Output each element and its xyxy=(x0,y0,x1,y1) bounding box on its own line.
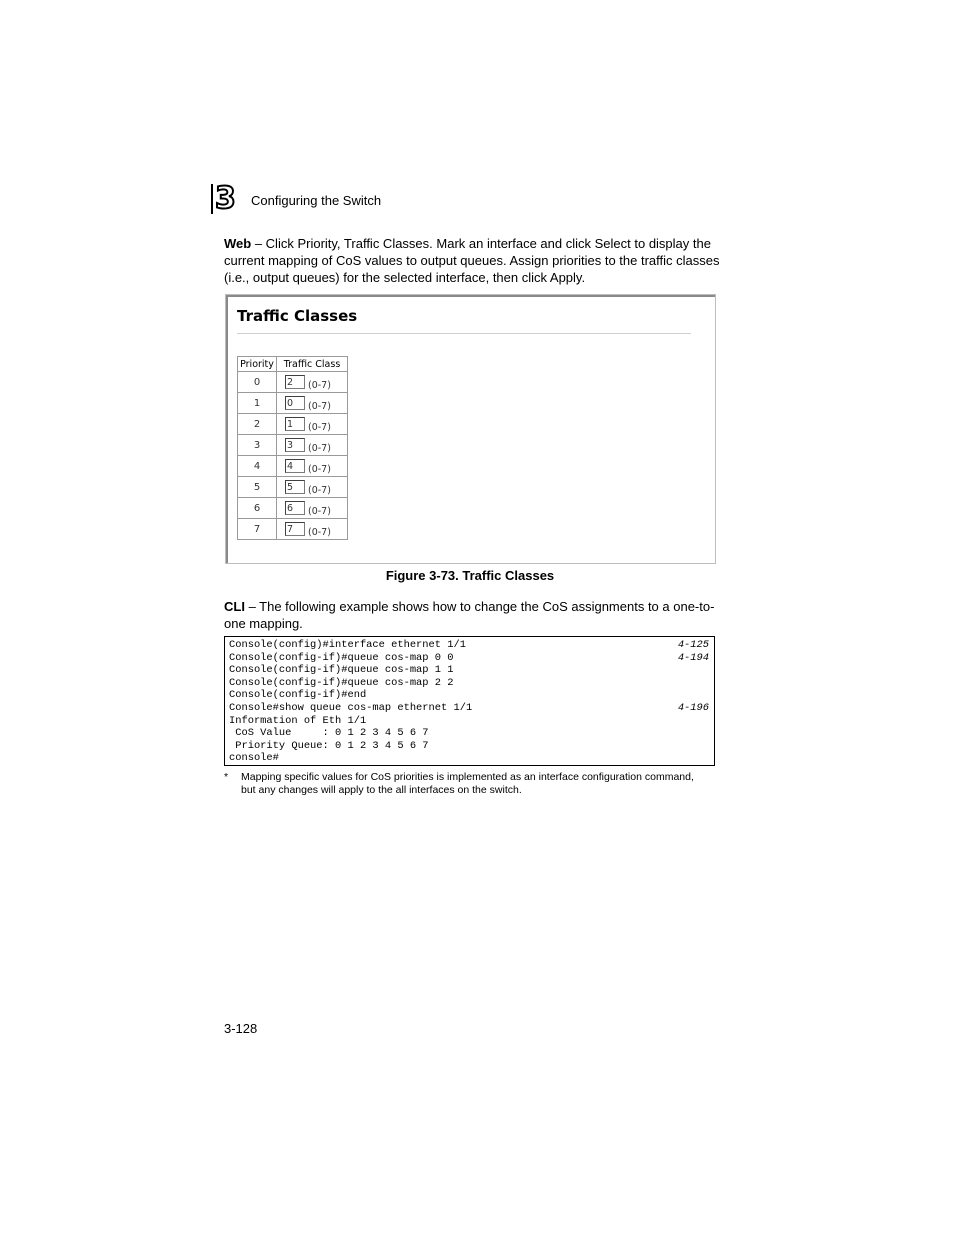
code-text: Console#show queue cos-map ethernet 1/1 xyxy=(229,701,473,714)
priority-cell: 3 xyxy=(238,435,277,456)
title-divider xyxy=(237,333,691,334)
web-text: – Click Priority, Traffic Classes. Mark an interface and click Select to display the current mapping of CoS values to output queues. Assign priorities to the traffic classes (i.e., output queues) for the selected interface, then click Apply. xyxy=(224,236,720,285)
priority-cell: 6 xyxy=(238,498,277,519)
traffic-class-input[interactable]: 3 xyxy=(285,438,305,452)
screenshot-title: Traffic Classes xyxy=(237,307,358,325)
traffic-class-rows xyxy=(238,372,348,540)
traffic-class-cell xyxy=(277,414,348,435)
priority-header: Priority xyxy=(238,357,277,372)
table-row xyxy=(238,414,348,435)
code-line xyxy=(229,639,709,652)
traffic-class-header: Traffic Class xyxy=(277,357,348,372)
command-reference: 4-194 xyxy=(677,651,709,664)
code-line xyxy=(229,702,709,715)
code-line xyxy=(229,689,709,702)
traffic-class-cell xyxy=(277,456,348,477)
chapter-title: Configuring the Switch xyxy=(251,193,382,208)
range-hint: (0-7) xyxy=(308,484,331,496)
code-line xyxy=(229,664,709,677)
code-line xyxy=(229,715,709,728)
priority-cell: 7 xyxy=(238,519,277,540)
chapter-number: 3 xyxy=(211,184,236,214)
code-text: Console(config-if)#queue cos-map 0 0 xyxy=(229,651,454,664)
figure-caption: Figure 3-73. Traffic Classes xyxy=(385,568,555,583)
traffic-class-input[interactable]: 5 xyxy=(285,480,305,494)
code-text: Priority Queue: 0 1 2 3 4 5 6 7 xyxy=(229,739,429,752)
page-number: 3-128 xyxy=(224,1021,258,1036)
code-text: CoS Value : 0 1 2 3 4 5 6 7 xyxy=(229,727,429,740)
code-text: Console(config-if)#queue cos-map 2 2 xyxy=(229,676,454,689)
priority-cell: 4 xyxy=(238,456,277,477)
traffic-class-cell xyxy=(277,393,348,414)
footnote xyxy=(224,771,694,797)
code-line xyxy=(229,677,709,690)
priority-cell: 1 xyxy=(238,393,277,414)
code-text: Console(config)#interface ethernet 1/1 xyxy=(229,639,466,651)
table-row xyxy=(238,393,348,414)
cli-code-block xyxy=(224,636,715,766)
table-row xyxy=(238,456,348,477)
traffic-class-input[interactable]: 2 xyxy=(285,375,305,389)
traffic-class-input[interactable]: 6 xyxy=(285,501,305,515)
traffic-class-input[interactable]: 7 xyxy=(285,522,305,536)
cli-instructions xyxy=(224,598,724,632)
table-row xyxy=(238,498,348,519)
web-label: Web xyxy=(224,236,252,251)
code-text: Console(config-if)#end xyxy=(229,689,367,702)
traffic-classes-screenshot xyxy=(225,294,716,564)
range-hint: (0-7) xyxy=(308,442,331,454)
cli-label: CLI xyxy=(224,599,245,614)
priority-cell: 2 xyxy=(238,414,277,435)
range-hint: (0-7) xyxy=(308,379,331,391)
footnote-mark: * xyxy=(224,771,229,783)
code-line xyxy=(229,740,709,753)
traffic-class-cell xyxy=(277,498,348,519)
code-line xyxy=(229,652,709,665)
command-reference: 4-125 xyxy=(677,639,709,651)
traffic-class-cell xyxy=(277,435,348,456)
traffic-class-input[interactable]: 1 xyxy=(285,417,305,431)
priority-cell: 0 xyxy=(238,372,277,393)
footnote-text: Mapping specific values for CoS priorities is implemented as an interface configuration command, but any changes will apply to the all interfaces on the switch. xyxy=(241,771,694,796)
table-row xyxy=(238,477,348,498)
code-line xyxy=(229,752,709,765)
traffic-class-input[interactable]: 0 xyxy=(285,396,305,410)
range-hint: (0-7) xyxy=(308,400,331,412)
range-hint: (0-7) xyxy=(308,421,331,433)
range-hint: (0-7) xyxy=(308,463,331,475)
code-text: Information of Eth 1/1 xyxy=(229,714,367,727)
code-text: Console(config-if)#queue cos-map 1 1 xyxy=(229,664,454,677)
traffic-class-input[interactable]: 4 xyxy=(285,459,305,473)
table-row xyxy=(238,435,348,456)
range-hint: (0-7) xyxy=(308,505,331,517)
traffic-class-table xyxy=(237,356,348,540)
traffic-class-cell xyxy=(277,519,348,540)
web-instructions xyxy=(224,235,724,286)
code-text: console# xyxy=(229,752,279,765)
priority-cell: 5 xyxy=(238,477,277,498)
traffic-class-cell xyxy=(277,372,348,393)
command-reference: 4-196 xyxy=(677,701,709,714)
traffic-class-cell xyxy=(277,477,348,498)
cli-text: – The following example shows how to change the CoS assignments to a one-to-one mapping. xyxy=(224,599,715,631)
code-line xyxy=(229,727,709,740)
table-row xyxy=(238,519,348,540)
table-row xyxy=(238,372,348,393)
range-hint: (0-7) xyxy=(308,526,331,538)
